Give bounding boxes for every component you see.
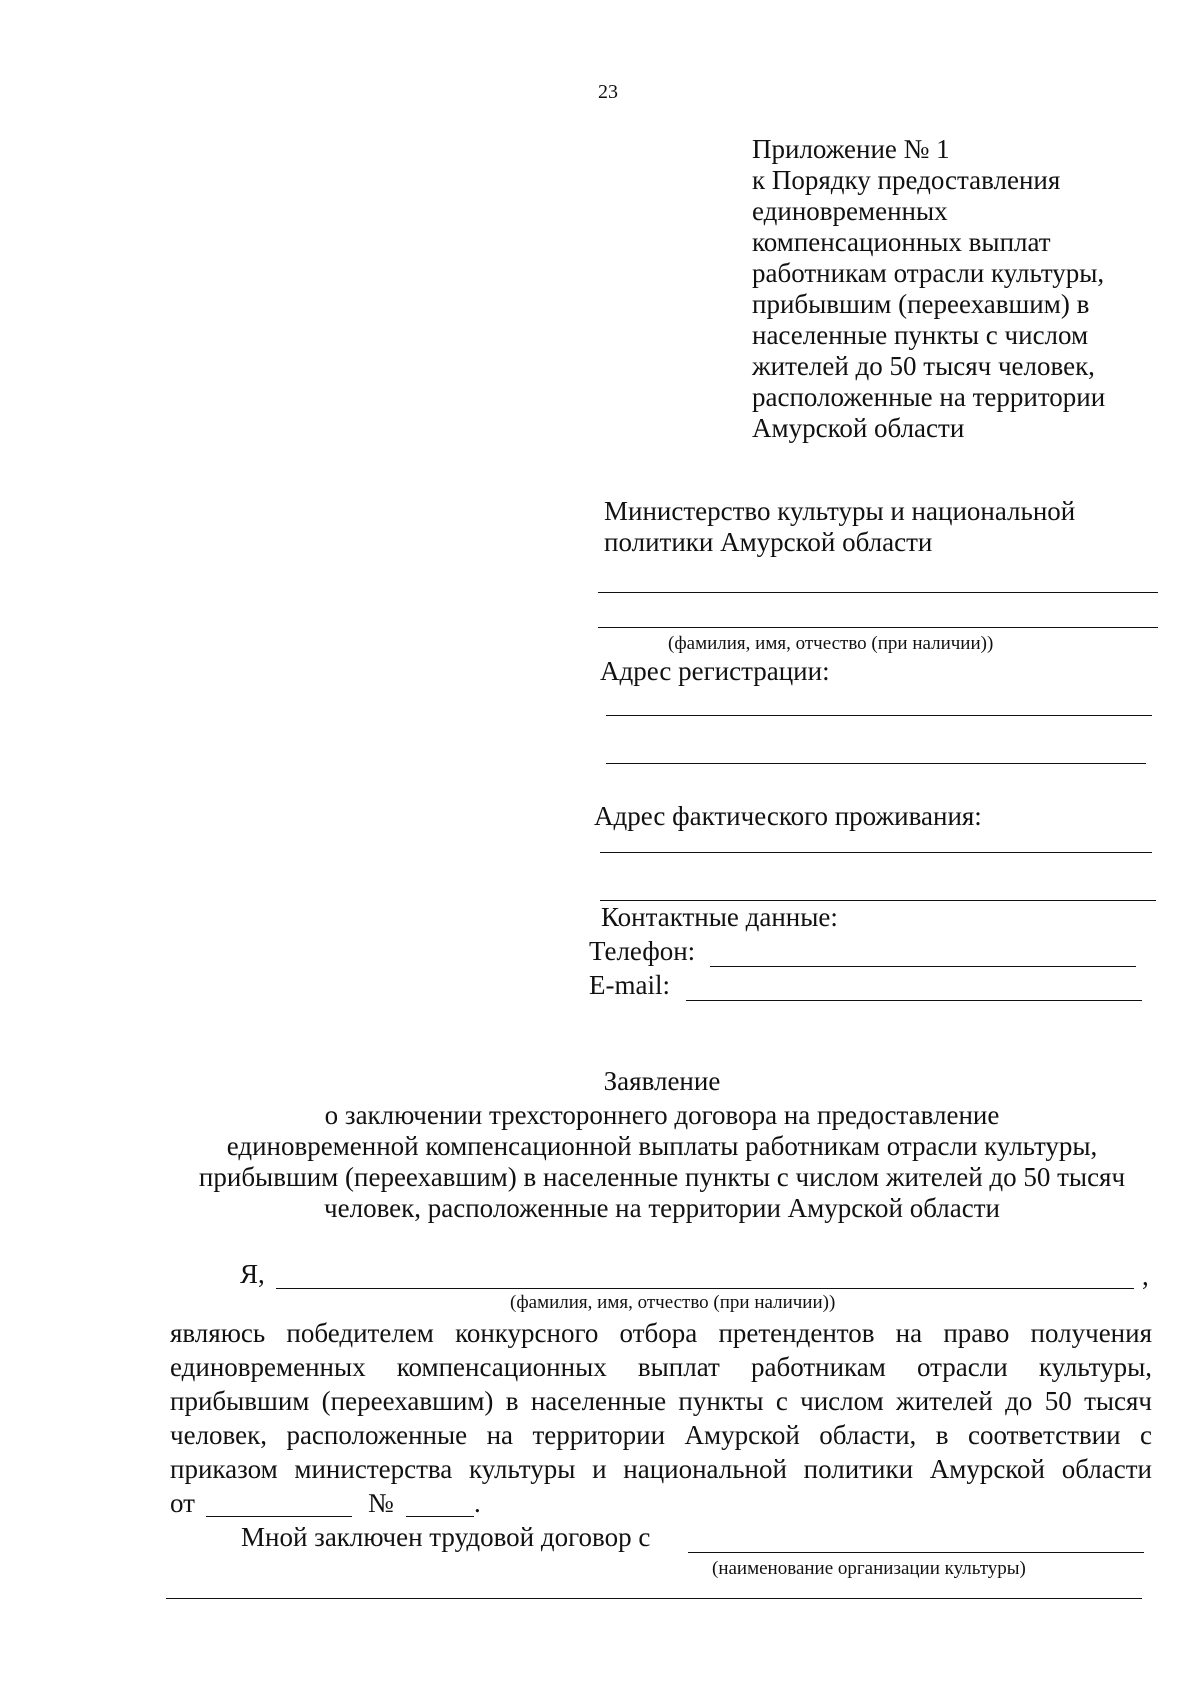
appendix-line: прибывшим (переехавшим) в xyxy=(752,289,1090,319)
statement-subtitle-line: единовременной компенсационной выплаты работникам отрасли культуры, xyxy=(226,1131,1098,1161)
appendix-line: населенные пункты с числом xyxy=(752,320,1089,350)
paragraph-line: приказом министерства культуры и национальной политики Амурской области xyxy=(170,1454,1152,1484)
paragraph-line: человек, расположенные на территории Амурской области, в соответствии с xyxy=(170,1420,1152,1450)
statement-title: Заявление xyxy=(603,1066,721,1096)
statement-subtitle-line: о заключении трехстороннего договора на предоставление xyxy=(324,1100,1000,1130)
appendix-line: Приложение № 1 xyxy=(752,134,950,164)
page-number: 23 xyxy=(598,81,618,103)
appendix-line: Амурской области xyxy=(752,413,965,443)
appendix-line: компенсационных выплат xyxy=(752,227,1051,257)
phone-label: Телефон: xyxy=(589,936,696,966)
statement-subtitle-line: прибывшим (переехавшим) в населенные пункты с числом жителей до 50 тысяч xyxy=(198,1162,1126,1192)
from-label: от xyxy=(170,1488,195,1518)
paragraph-line: прибывшим (переехавшим) в населенные пункты с числом жителей до 50 тысяч xyxy=(170,1386,1152,1416)
registration-blank-line-1[interactable] xyxy=(606,715,1152,716)
number-label: № xyxy=(368,1488,394,1518)
registration-label: Адрес регистрации: xyxy=(600,656,830,686)
fio-caption: (фамилия, имя, отчество (при наличии)) xyxy=(668,633,994,654)
order-number-blank-line[interactable] xyxy=(406,1516,474,1517)
phone-blank-line[interactable] xyxy=(710,966,1136,967)
appendix-block xyxy=(752,134,1105,444)
appendix-line: работникам отрасли культуры, xyxy=(752,258,1105,288)
residence-label: Адрес фактического проживания: xyxy=(594,801,982,831)
email-label: E-mail: xyxy=(589,970,670,1000)
ministry-line: Министерство культуры и национальной xyxy=(604,496,1076,526)
appendix-line: жителей до 50 тысяч человек, xyxy=(752,351,1095,381)
appendix-line: расположенные на территории xyxy=(752,382,1106,412)
i-suffix: , xyxy=(1142,1261,1149,1291)
applicant-fio-caption: (фамилия, имя, отчество (при наличии)) xyxy=(510,1292,836,1313)
ministry-line: политики Амурской области xyxy=(604,527,933,557)
appendix-line: к Порядку предоставления xyxy=(752,165,1061,195)
organization-blank-line[interactable] xyxy=(688,1552,1144,1553)
paragraph-line: единовременных компенсационных выплат работникам отрасли культуры, xyxy=(170,1352,1152,1382)
ministry-block xyxy=(604,496,1075,558)
body-paragraph xyxy=(170,1318,1152,1488)
email-blank-line[interactable] xyxy=(686,1000,1142,1001)
contract-label: Мной заключен трудовой договор с xyxy=(241,1522,651,1552)
organization-blank-line-2[interactable] xyxy=(166,1598,1142,1599)
fio-blank-line-2[interactable] xyxy=(598,627,1158,628)
paragraph-line: являюсь победителем конкурсного отбора претендентов на право получения xyxy=(170,1318,1152,1348)
statement-subtitle-line: человек, расположенные на территории Амурской области xyxy=(324,1193,1000,1223)
statement-subtitle xyxy=(160,1100,1164,1224)
order-date-blank-line[interactable] xyxy=(206,1516,352,1517)
residence-blank-line-1[interactable] xyxy=(600,852,1152,853)
period-mark: . xyxy=(474,1488,481,1518)
fio-blank-line-1[interactable] xyxy=(598,592,1158,593)
i-prefix: Я, xyxy=(240,1259,265,1289)
applicant-fio-blank-line[interactable] xyxy=(276,1288,1134,1289)
contacts-label: Контактные данные: xyxy=(601,902,838,932)
organization-caption: (наименование организации культуры) xyxy=(712,1558,1026,1579)
registration-blank-line-2[interactable] xyxy=(606,763,1146,764)
appendix-line: единовременных xyxy=(752,196,948,226)
residence-blank-line-2[interactable] xyxy=(600,900,1156,901)
